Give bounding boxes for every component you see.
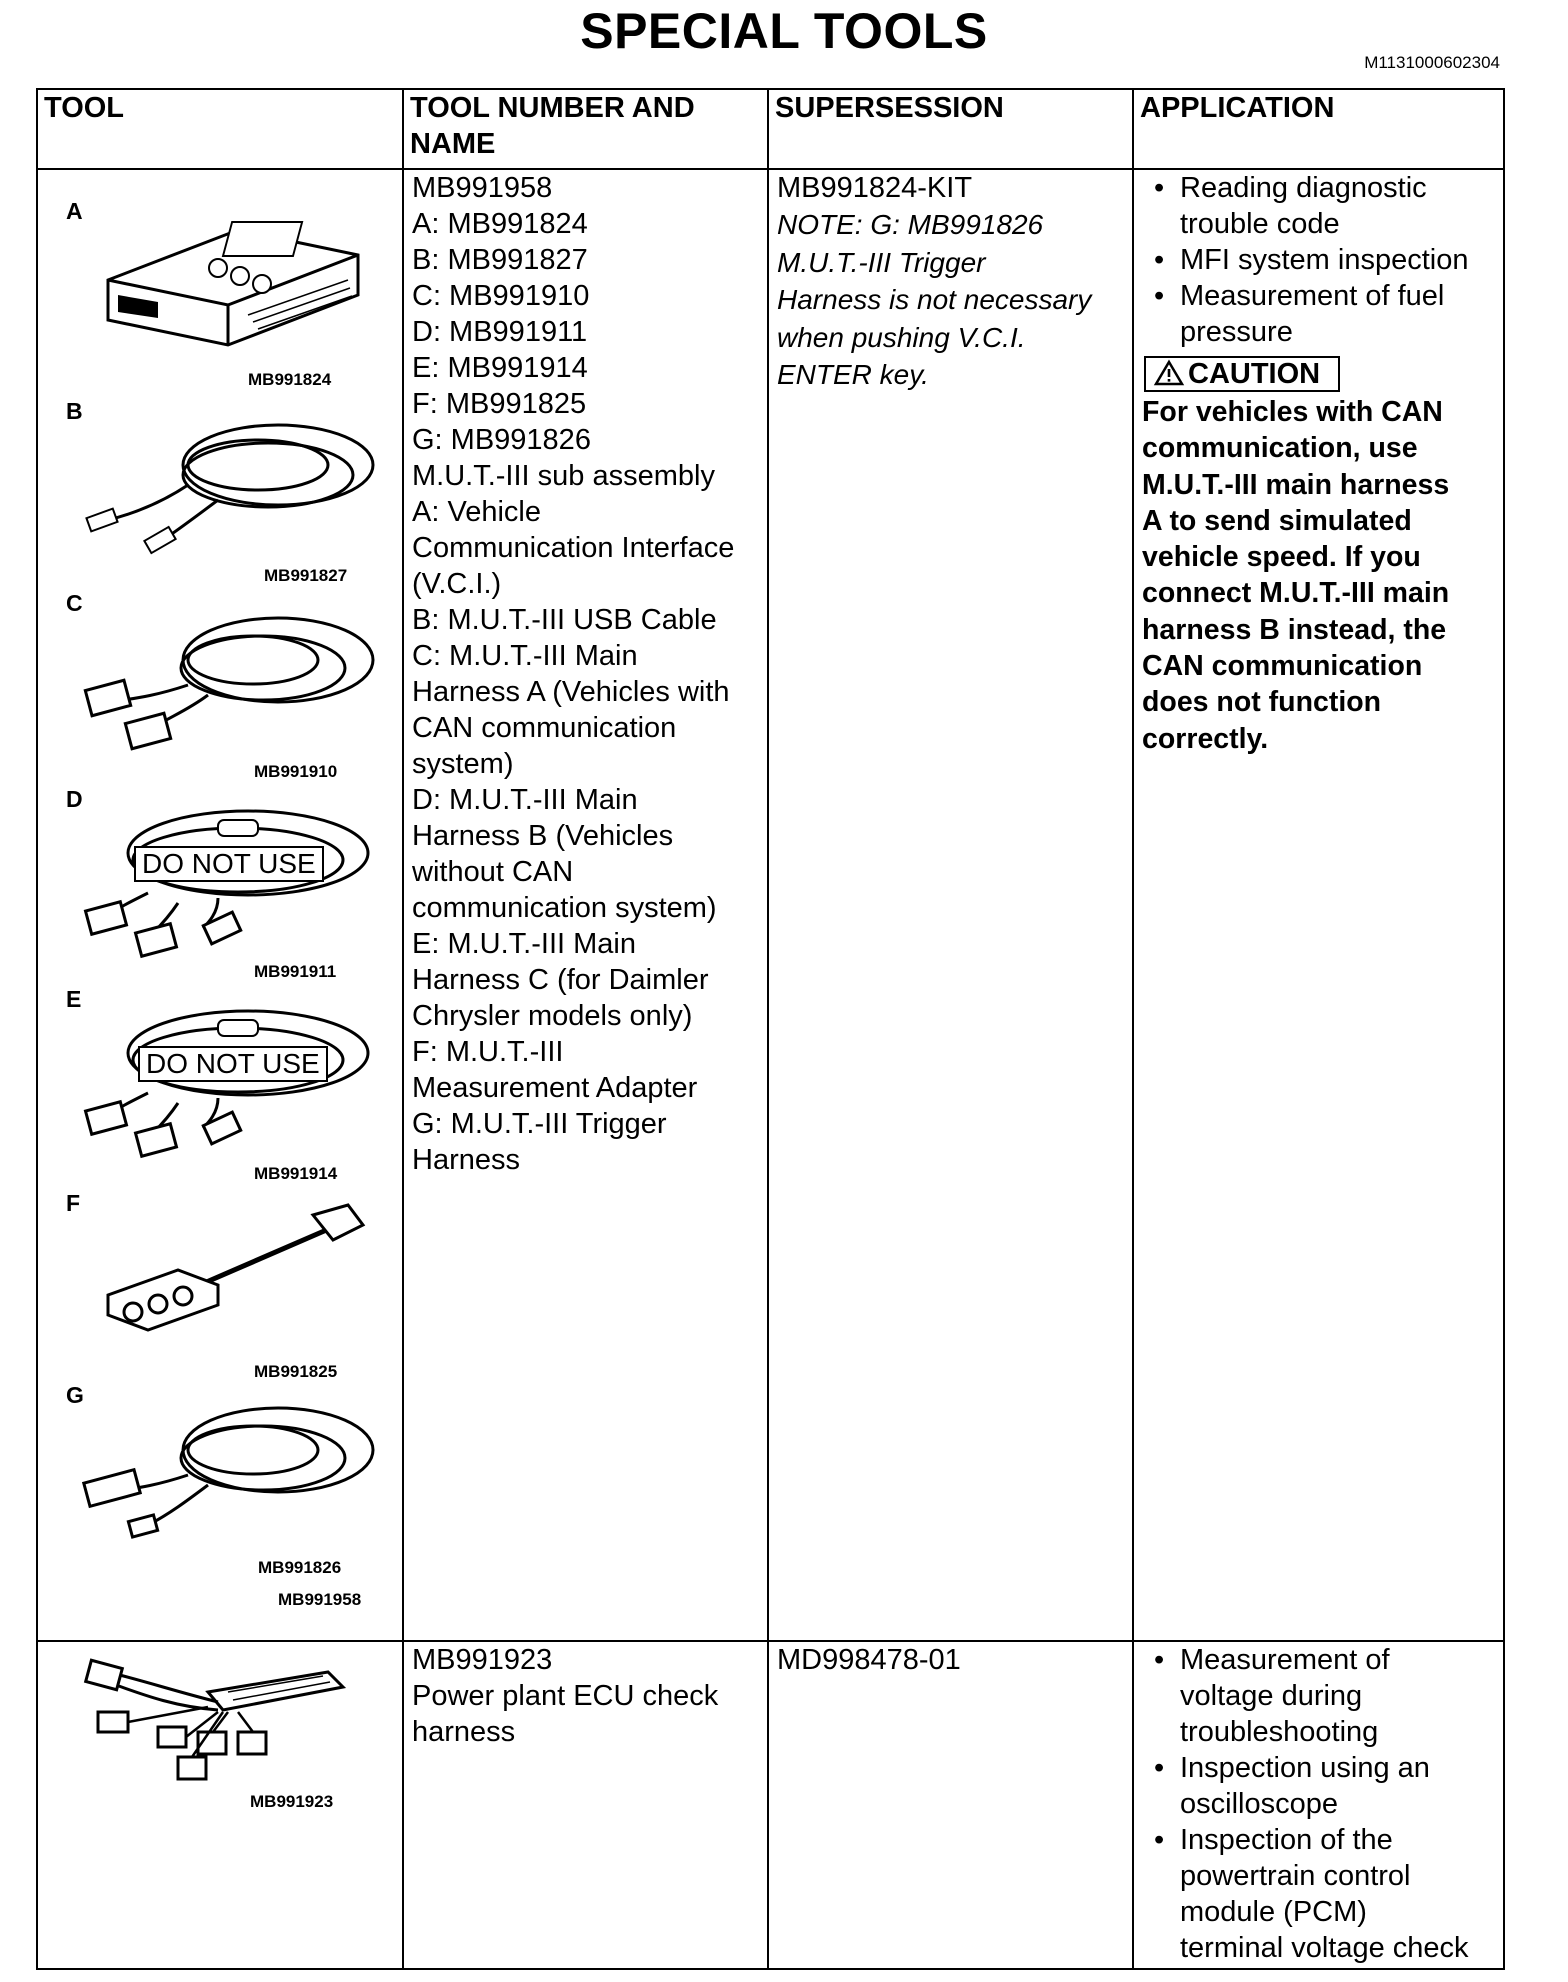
- application-list-2: [1142, 1642, 1495, 1966]
- note-line: M.U.T.-III Trigger: [777, 246, 986, 278]
- application-item: [1142, 170, 1495, 242]
- application-item-line: • Reading diagnostic: [1180, 172, 1427, 204]
- header-supersession: SUPERSESSION: [768, 89, 1133, 169]
- header-tool-number: TOOL NUMBER AND NAME: [403, 89, 768, 169]
- application-item: [1142, 1750, 1495, 1822]
- tool-number-line: D: MB991911: [412, 316, 588, 348]
- tool-letter-d: D: [66, 786, 83, 812]
- header-tool: TOOL: [37, 89, 403, 169]
- special-tools-table: [36, 88, 1505, 1970]
- tool-letter-e: E: [66, 986, 82, 1012]
- tool-number-line: Power plant ECU check: [412, 1680, 719, 1712]
- application-item-line: trouble code: [1180, 208, 1340, 240]
- note-line: ENTER key.: [777, 359, 929, 390]
- table-header-row: [37, 89, 1504, 169]
- tool-code-b: MB991827: [264, 566, 348, 585]
- tool-number-line: B: M.U.T.-III USB Cable: [412, 604, 717, 636]
- application-item-line: • Inspection of the: [1180, 1824, 1393, 1856]
- caution-line: correctly.: [1142, 722, 1269, 755]
- tool-code-a: MB991824: [248, 370, 332, 389]
- application-item-line: troubleshooting: [1180, 1716, 1379, 1748]
- usb-cable-icon: [68, 405, 388, 555]
- tool-number-cell: [403, 169, 768, 1641]
- header-application: APPLICATION: [1133, 89, 1504, 169]
- tool-number-line: MB991923: [412, 1644, 553, 1676]
- application-item: [1142, 1642, 1495, 1750]
- application-cell: [1133, 169, 1504, 1641]
- tool-number-line: CAN communication: [412, 712, 677, 744]
- application-item-line: • Measurement of: [1180, 1644, 1390, 1676]
- application-item: [1142, 278, 1495, 350]
- note-line: NOTE: G: MB991826: [777, 209, 1044, 240]
- tool-number-line: Chrysler models only): [412, 1000, 693, 1032]
- application-item-line: oscilloscope: [1180, 1788, 1338, 1820]
- tool-number-lines: [412, 170, 759, 1178]
- tool-number-line: Measurement Adapter: [412, 1072, 698, 1104]
- tool-number-line: E: MB991914: [412, 352, 588, 384]
- tool-letter-a: A: [66, 198, 83, 224]
- caution-label: CAUTION: [1188, 358, 1321, 390]
- tool-code-f: MB991825: [254, 1362, 338, 1381]
- caution-box: [1144, 356, 1340, 392]
- caution-line: M.U.T.-III main harness: [1142, 468, 1450, 501]
- note-line: Harness is not necessary: [777, 284, 1092, 315]
- tool-letter-b: B: [66, 398, 83, 424]
- application-item-line: • MFI system inspection: [1180, 244, 1469, 276]
- do-not-use-label-d: DO NOT USE: [134, 846, 324, 882]
- tool-number-line: D: M.U.T.-III Main: [412, 784, 638, 816]
- supersession-code: MB991824-KIT: [777, 172, 973, 204]
- tool-code-ecu: MB991923: [250, 1792, 334, 1811]
- tool-letter-g: G: [66, 1382, 84, 1408]
- tool-number-line: G: MB991826: [412, 424, 591, 456]
- tool-code-d: MB991911: [254, 962, 337, 981]
- warning-triangle-icon: [1154, 360, 1184, 386]
- tool-number-line: harness: [412, 1716, 516, 1748]
- application-item-line: voltage during: [1180, 1680, 1363, 1712]
- table-row: [37, 1641, 1504, 1969]
- caution-line: CAN communication: [1142, 650, 1423, 683]
- tool-number-line: C: MB991910: [412, 280, 590, 312]
- main-harness-a-icon: [68, 600, 388, 750]
- application-item-line: powertrain control: [1180, 1860, 1411, 1892]
- tool-number-line: F: M.U.T.-III: [412, 1036, 564, 1068]
- application-item: [1142, 242, 1495, 278]
- vci-device-icon: [88, 200, 378, 350]
- tool-number-lines-2: [412, 1642, 759, 1750]
- tool-number-line: system): [412, 748, 514, 780]
- tool-number-line: A: MB991824: [412, 208, 588, 240]
- tool-number-line: Harness C (for Daimler: [412, 964, 709, 996]
- application-item-line: • Inspection using an: [1180, 1752, 1430, 1784]
- supersession-code-2: MD998478-01: [777, 1644, 961, 1676]
- supersession-note: [777, 207, 1124, 394]
- tool-number-line: C: M.U.T.-III Main: [412, 640, 638, 672]
- tool-number-line: A: Vehicle: [412, 496, 541, 528]
- tool-code-e: MB991914: [254, 1164, 338, 1183]
- caution-line: harness B instead, the: [1142, 613, 1447, 646]
- tool-number-line: M.U.T.-III sub assembly: [412, 460, 715, 492]
- tool-number-line: G: M.U.T.-III Trigger: [412, 1108, 667, 1140]
- caution-line: communication, use: [1142, 432, 1418, 465]
- ecu-check-harness-icon: [68, 1652, 368, 1792]
- trigger-harness-icon: [68, 1390, 388, 1540]
- caution-line: vehicle speed. If you: [1142, 541, 1421, 574]
- tool-number-line: without CAN: [412, 856, 574, 888]
- tool-number-line: communication system): [412, 892, 717, 924]
- tool-code-g: MB991826: [258, 1558, 342, 1577]
- tool-number-cell-2: [403, 1641, 768, 1969]
- kit-code: MB991958: [278, 1590, 362, 1609]
- application-item-line: terminal voltage check: [1180, 1932, 1469, 1964]
- do-not-use-label-e: DO NOT USE: [138, 1046, 328, 1082]
- application-item-line: pressure: [1180, 316, 1293, 348]
- caution-text: [1142, 394, 1495, 757]
- caution-line: For vehicles with CAN: [1142, 396, 1443, 428]
- tool-number-line: B: MB991827: [412, 244, 588, 276]
- application-list: [1142, 170, 1495, 350]
- tool-number-line: MB991958: [412, 172, 553, 204]
- tool-illustrations-cell: [37, 169, 403, 1641]
- supersession-cell-2: [768, 1641, 1133, 1969]
- tool-number-line: Communication Interface: [412, 532, 735, 564]
- tool-number-line: Harness: [412, 1144, 520, 1176]
- tool-number-line: Harness A (Vehicles with: [412, 676, 730, 708]
- measurement-adapter-icon: [88, 1200, 388, 1340]
- caution-line: does not function: [1142, 686, 1382, 719]
- tool-number-line: F: MB991825: [412, 388, 587, 420]
- page-title: SPECIAL TOOLS: [580, 3, 988, 59]
- tool-code-c: MB991910: [254, 762, 338, 781]
- tool-number-line: Harness B (Vehicles: [412, 820, 674, 852]
- tool-number-line: (V.C.I.): [412, 568, 502, 600]
- tool-letter-f: F: [66, 1190, 81, 1216]
- application-item-line: • Measurement of fuel: [1180, 280, 1445, 312]
- caution-line: A to send simulated: [1142, 504, 1412, 537]
- note-line: when pushing V.C.I.: [777, 321, 1026, 353]
- application-item: [1142, 1822, 1495, 1966]
- table-row: [37, 169, 1504, 1641]
- tool-number-line: E: M.U.T.-III Main: [412, 928, 636, 960]
- application-item-line: module (PCM): [1180, 1896, 1367, 1928]
- supersession-cell: [768, 169, 1133, 1641]
- document-id: M1131000602304: [1364, 53, 1500, 72]
- caution-line: connect M.U.T.-III main: [1142, 577, 1450, 610]
- application-cell-2: [1133, 1641, 1504, 1969]
- tool-letter-c: C: [66, 590, 83, 616]
- tool-illustration-cell-2: [37, 1641, 403, 1969]
